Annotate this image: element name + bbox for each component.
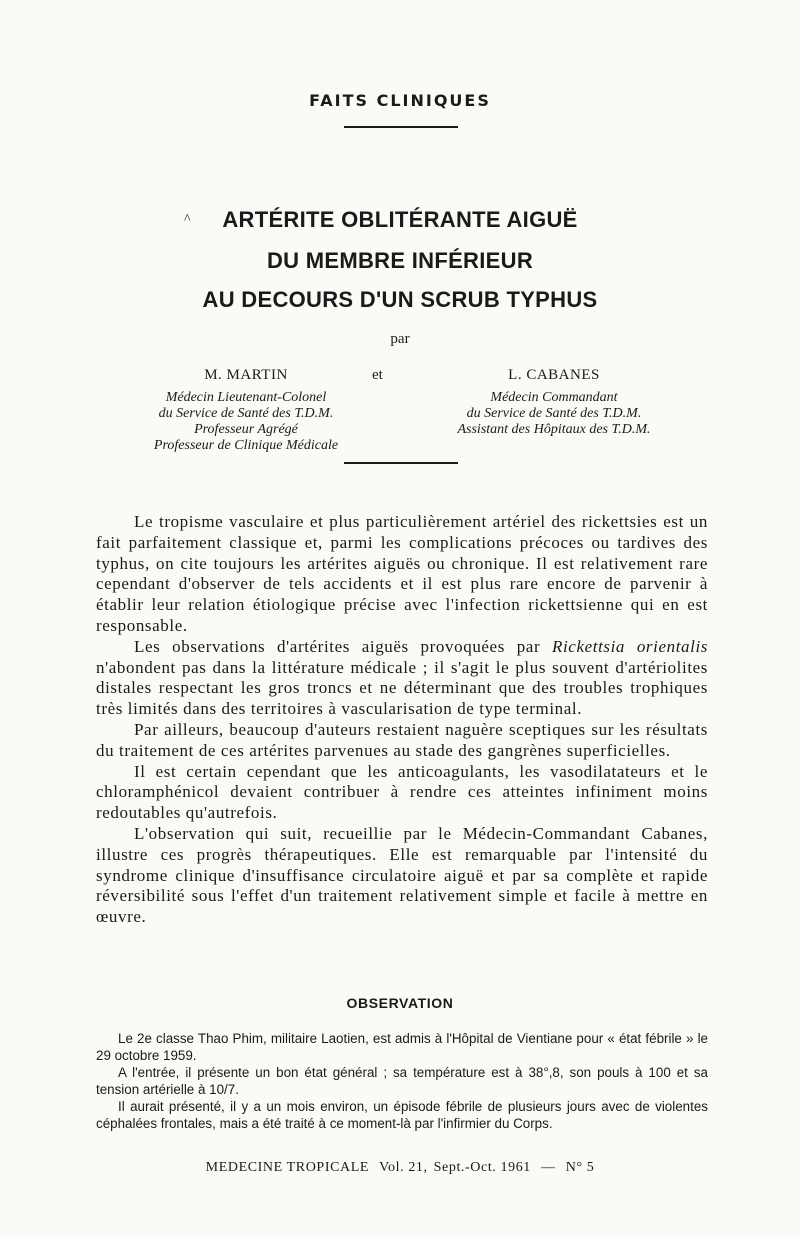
article-title-line-2: DU MEMBRE INFÉRIEUR	[266, 248, 534, 273]
section-rule	[344, 126, 458, 128]
article-title-line-1: ARTÉRITE OBLITÉRANTE AIGUË	[222, 207, 578, 232]
observation-paragraph: Il aurait présenté, il y a un mois environ, un épisode fébrile de plusieurs jours avec de violentes céphalées frontales, mais a été traité à ce moment-là par l'infirmier du Corps.	[96, 1099, 708, 1131]
author-name: L. CABANES	[508, 367, 600, 383]
body-paragraph: Par ailleurs, beaucoup d'auteurs restaient naguère sceptiques sur les résultats du traitement de ces artérites parvenues au stade des gangrènes superficielles.	[96, 719, 708, 760]
author-role: Professeur Agrégé	[194, 422, 298, 437]
margin-mark: ^	[184, 212, 191, 227]
section-heading: FAITS CLINIQUES	[309, 91, 491, 110]
journal-volume: Vol. 21,	[379, 1160, 428, 1175]
footer-dash: —	[541, 1160, 556, 1175]
body-paragraph	[96, 637, 708, 720]
author-role: Médecin Commandant	[490, 390, 618, 405]
author-block-martin	[96, 367, 396, 454]
author-block-cabanes	[404, 367, 704, 438]
observation-heading: OBSERVATION	[346, 995, 454, 1011]
body-paragraph: L'observation qui suit, recueillie par le Médecin-Commandant Cabanes, illustre ces progrès thérapeutiques. Elle est remarquable par l'intensité du syndrome clinique d'insuffisance circulatoire aiguë et par sa complète et rapide réversibilité sous l'effet d'un traitement relativement simple et facile à mettre en œuvre.	[96, 823, 708, 927]
species-name: Rickettsia orientalis	[552, 636, 708, 656]
body-paragraph: Le tropisme vasculaire et plus particulièrement artériel des rickettsies est un fait parfaitement classique et, parmi les complications précoces ou tardives des typhus, on cite toujours les artérites aiguës ou chronique. Il est relativement rare cependant d'observer de tels accidents et il est plus rare encore de parvenir à établir leur relation étiologique précise avec l'infection rickettsienne qui en est responsable.	[96, 512, 708, 635]
author-role: Assistant des Hôpitaux des T.D.M.	[457, 422, 651, 437]
observation-text	[96, 1030, 708, 1132]
page-footer	[0, 1160, 800, 1176]
byline-et: et	[372, 367, 383, 383]
journal-date: Sept.-Oct. 1961	[433, 1160, 531, 1175]
text-run: n'abondent pas dans la littérature médicale ; il s'agit le plus souvent d'artériolites distales respectant les gros troncs et ne déterminant que des troubles trophiques très limités dans des territoires à vascularisation de type terminal.	[96, 657, 708, 719]
text-run: Les observations d'artérites aiguës provoquées par	[134, 636, 552, 656]
body-paragraph: Il est certain cependant que les anticoagulants, les vasodilatateurs et le chloramphénicol devaient contribuer à rendre ces atteintes infiniment moins redoutables qu'autrefois.	[96, 761, 708, 823]
journal-issue: N° 5	[565, 1160, 595, 1175]
article-body	[96, 512, 708, 928]
author-role: Professeur de Clinique Médicale	[153, 438, 339, 453]
byline-rule	[344, 462, 458, 464]
author-role: du Service de Santé des T.D.M.	[158, 406, 334, 421]
author-role: Médecin Lieutenant-Colonel	[165, 390, 327, 405]
author-name: M. MARTIN	[204, 367, 288, 383]
observation-paragraph: Le 2e classe Thao Phim, militaire Laotien, est admis à l'Hôpital de Vientiane pour « état fébrile » le 29 octobre 1959.	[96, 1031, 708, 1063]
article-title-line-3: AU DECOURS D'UN SCRUB TYPHUS	[202, 287, 598, 312]
journal-name: MEDECINE TROPICALE	[205, 1160, 370, 1175]
observation-paragraph: A l'entrée, il présente un bon état général ; sa température est à 38°,8, son pouls à 100 et sa tension artérielle à 10/7.	[96, 1065, 708, 1097]
byline-par: par	[390, 331, 410, 347]
author-role: du Service de Santé des T.D.M.	[466, 406, 642, 421]
